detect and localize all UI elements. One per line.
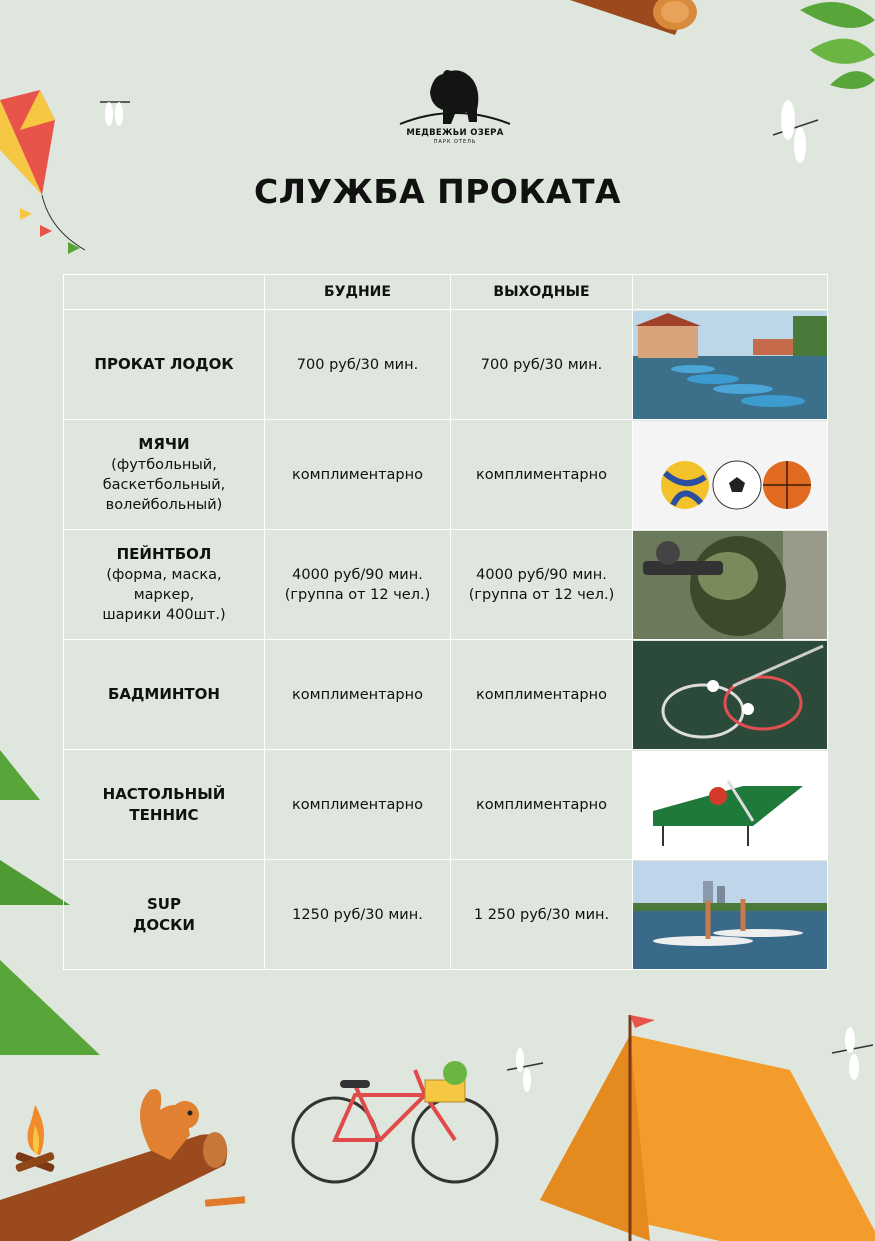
table-tennis-photo — [633, 751, 827, 859]
bicycle-decoration — [285, 1055, 505, 1185]
item-cell — [64, 530, 265, 640]
weekend-price-cell — [451, 860, 633, 970]
table-row — [64, 640, 828, 750]
header-weekends: ВЫХОДНЫЕ — [451, 275, 633, 310]
item-name: БАДМИНТОН — [108, 685, 220, 703]
weekday-price: (группа от 12 чел.) — [284, 586, 431, 603]
weekday-price-cell — [265, 750, 451, 860]
hotel-logo — [385, 62, 525, 162]
weekday-price: 4000 руб/90 мин. — [292, 566, 423, 583]
dragonfly-corner-decoration — [830, 1025, 875, 1085]
weekend-price-cell — [451, 420, 633, 530]
item-cell — [64, 640, 265, 750]
item-cell — [64, 310, 265, 420]
paintball-photo — [633, 531, 827, 639]
rental-price-table — [63, 274, 828, 970]
balls-photo — [633, 421, 827, 529]
table-row — [64, 530, 828, 640]
photo-cell — [633, 310, 828, 420]
tent-decoration — [500, 1010, 875, 1241]
log-top-decoration — [570, 0, 700, 40]
item-detail: (форма, маска, — [106, 567, 222, 583]
item-detail: баскетбольный, — [102, 477, 226, 493]
item-detail: (футбольный, — [111, 457, 217, 473]
weekday-price: комплиментарно — [292, 686, 423, 703]
item-name: SUP — [147, 894, 181, 913]
item-cell — [64, 420, 265, 530]
item-name: НАСТОЛЬНЫЙ — [102, 784, 226, 803]
sup-photo — [633, 861, 827, 969]
weekend-price-cell — [451, 640, 633, 750]
weekend-price: комплиментарно — [476, 466, 607, 483]
item-detail: волейбольный) — [105, 497, 223, 513]
weekday-price-cell — [265, 640, 451, 750]
weekday-price-cell — [265, 420, 451, 530]
weekend-price-cell — [451, 530, 633, 640]
photo-cell — [633, 750, 828, 860]
weekday-price-cell — [265, 530, 451, 640]
page-title: СЛУЖБА ПРОКАТА — [253, 172, 622, 211]
item-name: ПЕЙНТБОЛ — [116, 545, 212, 563]
item-cell — [64, 860, 265, 970]
photo-cell — [633, 420, 828, 530]
weekend-price: 1 250 руб/30 мин. — [473, 906, 610, 923]
weekday-price-cell — [265, 310, 451, 420]
header-photo — [633, 275, 828, 310]
photo-cell — [633, 640, 828, 750]
item-name-line2: ТЕННИС — [129, 805, 199, 824]
dragonfly-right-decoration — [768, 95, 823, 170]
logo-subtitle: ПАРК ОТЕЛЬ — [433, 139, 477, 145]
table-row — [64, 860, 828, 970]
item-name: МЯЧИ — [138, 435, 190, 453]
header-weekdays: БУДНИЕ — [265, 275, 451, 310]
item-detail: маркер, — [133, 587, 195, 603]
weekday-price: комплиментарно — [292, 796, 423, 813]
weekend-price: комплиментарно — [476, 796, 607, 813]
dragonfly-left-decoration — [95, 82, 135, 132]
weekend-price: комплиментарно — [476, 686, 607, 703]
boats-photo — [633, 311, 827, 419]
item-name: ПРОКАТ ЛОДОК — [94, 355, 234, 373]
logo-name: МЕДВЕЖЬИ ОЗЕРА — [406, 128, 504, 138]
log-squirrel-decoration — [0, 1080, 260, 1241]
weekend-price: 700 руб/30 мин. — [480, 356, 603, 373]
table-row — [64, 420, 828, 530]
table-row — [64, 310, 828, 420]
photo-cell — [633, 860, 828, 970]
item-cell — [64, 750, 265, 860]
weekday-price: комплиментарно — [292, 466, 423, 483]
table-header-row — [64, 275, 828, 310]
weekend-price-cell — [451, 750, 633, 860]
weekend-price: 4000 руб/90 мин. — [476, 566, 607, 583]
badminton-photo — [633, 641, 827, 749]
leaves-top-right-decoration — [780, 0, 875, 95]
table-row — [64, 750, 828, 860]
weekend-price: (группа от 12 чел.) — [468, 586, 615, 603]
weekday-price-cell — [265, 860, 451, 970]
weekday-price: 700 руб/30 мин. — [296, 356, 419, 373]
bear-icon — [385, 62, 525, 132]
weekend-price-cell — [451, 310, 633, 420]
item-name-line2: ДОСКИ — [133, 915, 195, 934]
weekday-price: 1250 руб/30 мин. — [292, 906, 423, 923]
header-item — [64, 275, 265, 310]
item-detail: шарики 400шт.) — [102, 607, 226, 623]
photo-cell — [633, 530, 828, 640]
